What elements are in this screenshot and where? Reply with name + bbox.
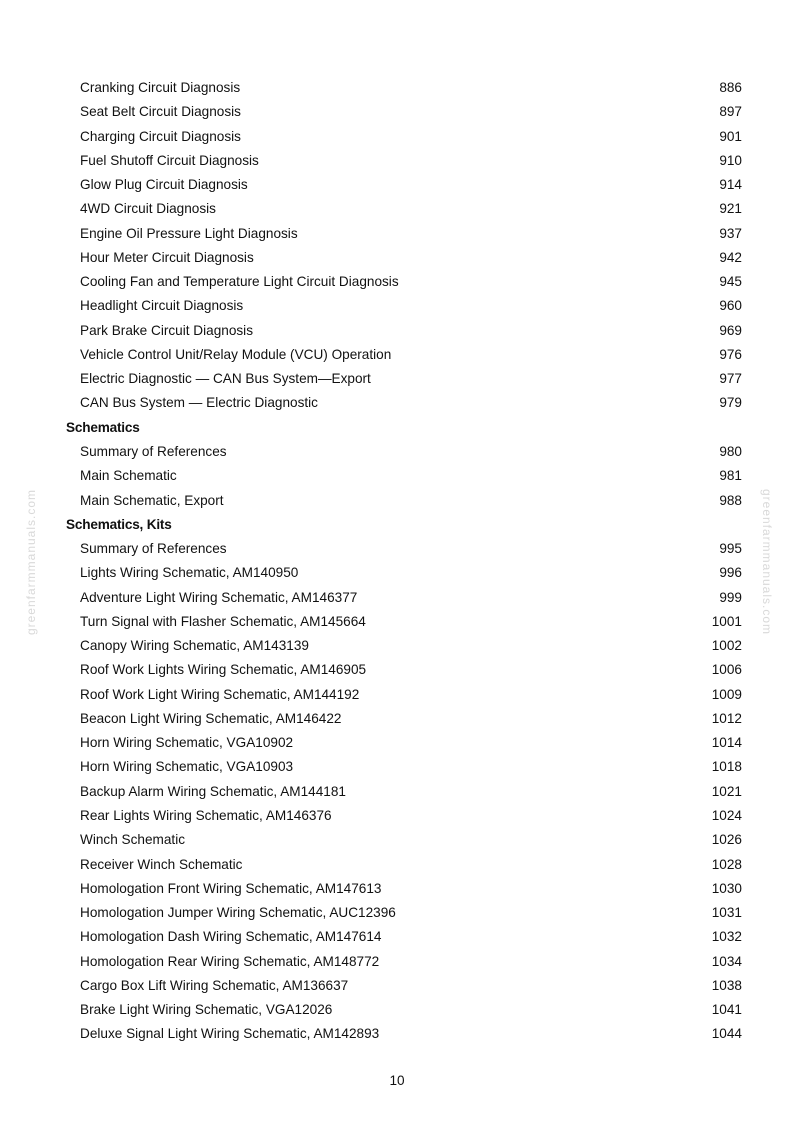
toc-entry-title: Receiver Winch Schematic (80, 856, 243, 872)
toc-entry-title: Roof Work Lights Wiring Schematic, AM146905 (80, 662, 367, 678)
toc-entry[interactable] (0, 343, 794, 367)
toc-entry-page: 1021 (711, 783, 742, 799)
toc-entry[interactable] (0, 149, 794, 173)
toc-entry-title: Electric Diagnostic — CAN Bus System—Export (80, 371, 371, 387)
toc-entry-title: Lights Wiring Schematic, AM140950 (80, 565, 299, 581)
toc-entry[interactable] (0, 950, 794, 974)
watermark-right: greenfarmmanuals.com (760, 488, 774, 636)
toc-entry-page: 942 (719, 249, 742, 265)
toc-entry-page: 988 (719, 492, 742, 508)
toc-entry-page: 1018 (711, 759, 742, 775)
toc-entry[interactable] (0, 197, 794, 221)
toc-entry[interactable] (0, 877, 794, 901)
toc-entry-title: Cooling Fan and Temperature Light Circuit Diagnosis (80, 274, 399, 290)
toc-entry-page: 969 (719, 322, 742, 338)
toc-entry-page: 945 (719, 274, 742, 290)
toc-entry-title: Main Schematic (80, 468, 177, 484)
toc-entry-title: Brake Light Wiring Schematic, VGA12026 (80, 1002, 333, 1018)
toc-entry-title: Summary of References (80, 541, 227, 557)
toc-entry-title: Engine Oil Pressure Light Diagnosis (80, 225, 298, 241)
toc-entry[interactable] (0, 1022, 794, 1046)
toc-entry-page: 1031 (711, 905, 742, 921)
toc-entry-page: 1044 (711, 1026, 742, 1042)
toc-entry-page: 1014 (711, 735, 742, 751)
toc-entry[interactable] (0, 367, 794, 391)
toc-entry-page: 897 (719, 104, 742, 120)
toc-entry-page: 981 (719, 468, 742, 484)
toc-heading-title: Schematics, Kits (66, 516, 172, 532)
toc-entry[interactable] (0, 440, 794, 464)
toc-entry-title: Homologation Front Wiring Schematic, AM147613 (80, 880, 382, 896)
toc-entry-page: 979 (719, 395, 742, 411)
toc-section-heading (0, 416, 794, 440)
toc-entry[interactable] (0, 464, 794, 488)
toc-entry-page: 1024 (711, 807, 742, 823)
toc-entry[interactable] (0, 100, 794, 124)
toc-entry-page: 980 (719, 443, 742, 459)
toc-entry-page: 937 (719, 225, 742, 241)
toc-entry-page: 1012 (711, 710, 742, 726)
toc-entry[interactable] (0, 173, 794, 197)
toc-entry-page: 999 (719, 589, 742, 605)
toc-entry-page: 1009 (711, 686, 742, 702)
toc-entry[interactable] (0, 804, 794, 828)
toc-entry-page: 1030 (711, 880, 742, 896)
toc-entry-title: 4WD Circuit Diagnosis (80, 201, 216, 217)
toc-entry-title: Horn Wiring Schematic, VGA10903 (80, 759, 294, 775)
toc-entry[interactable] (0, 586, 794, 610)
toc-entry[interactable] (0, 634, 794, 658)
toc-entry[interactable] (0, 683, 794, 707)
toc-entry-page: 996 (719, 565, 742, 581)
toc-entry[interactable] (0, 610, 794, 634)
toc-entry-title: Summary of References (80, 443, 227, 459)
toc-entry-title: Hour Meter Circuit Diagnosis (80, 249, 254, 265)
toc-entry-page: 977 (719, 371, 742, 387)
toc-entry[interactable] (0, 76, 794, 100)
toc-entry-page: 1006 (711, 662, 742, 678)
toc-entry-title: Cargo Box Lift Wiring Schematic, AM136637 (80, 977, 349, 993)
toc-entry[interactable] (0, 222, 794, 246)
toc-entry-page: 1038 (711, 977, 742, 993)
toc-entry[interactable] (0, 998, 794, 1022)
watermark-left: greenfarmmanuals.com (24, 488, 38, 636)
toc-entry-title: Seat Belt Circuit Diagnosis (80, 104, 241, 120)
toc-entry-page: 1028 (711, 856, 742, 872)
toc-entry-page: 910 (719, 152, 742, 168)
toc-entry[interactable] (0, 294, 794, 318)
toc-entry-title: Adventure Light Wiring Schematic, AM146377 (80, 589, 358, 605)
toc-heading-title: Schematics (66, 419, 140, 435)
toc-section-heading (0, 513, 794, 537)
toc-entry-title: Winch Schematic (80, 832, 186, 848)
toc-entry-page: 886 (719, 80, 742, 95)
toc-entry-title: Vehicle Control Unit/Relay Module (VCU) Operation (80, 346, 392, 362)
toc-entry[interactable] (0, 319, 794, 343)
toc-entry-page: 901 (719, 128, 742, 144)
toc-entry-page: 921 (719, 201, 742, 217)
toc-entry-title: Roof Work Light Wiring Schematic, AM144192 (80, 686, 360, 702)
toc-entry[interactable] (0, 707, 794, 731)
toc-entry-title: Beacon Light Wiring Schematic, AM146422 (80, 710, 342, 726)
toc-entry[interactable] (0, 125, 794, 149)
toc-entry-title: Horn Wiring Schematic, VGA10902 (80, 735, 294, 751)
toc-entry[interactable] (0, 391, 794, 415)
toc-entry[interactable] (0, 925, 794, 949)
toc-entry-page: 1001 (711, 613, 742, 629)
toc-entry-page: 960 (719, 298, 742, 314)
toc-entry-page: 1034 (711, 953, 742, 969)
toc-entry[interactable] (0, 974, 794, 998)
toc-entry[interactable] (0, 561, 794, 585)
toc-entry[interactable] (0, 780, 794, 804)
toc-entry-title: Park Brake Circuit Diagnosis (80, 322, 254, 338)
toc-entry[interactable] (0, 537, 794, 561)
toc-entry-title: Backup Alarm Wiring Schematic, AM144181 (80, 783, 346, 799)
toc-entry-page: 1032 (711, 929, 742, 945)
toc-entry-title: Canopy Wiring Schematic, AM143139 (80, 638, 309, 654)
toc-entry[interactable] (0, 489, 794, 513)
toc-entry[interactable] (0, 853, 794, 877)
toc-entry-page: 1002 (711, 638, 742, 654)
toc-entry[interactable] (0, 901, 794, 925)
toc-entry-title: Homologation Dash Wiring Schematic, AM147614 (80, 929, 382, 945)
toc-entry[interactable] (0, 270, 794, 294)
toc-entry[interactable] (0, 731, 794, 755)
toc-entry-title: Rear Lights Wiring Schematic, AM146376 (80, 807, 332, 823)
toc-entry-title: Homologation Rear Wiring Schematic, AM148772 (80, 953, 380, 969)
toc-entry-title: CAN Bus System — Electric Diagnostic (80, 395, 318, 411)
toc-entry-page: 1026 (711, 832, 742, 848)
toc-entry-page: 976 (719, 346, 742, 362)
toc-entry-page: 914 (719, 177, 742, 193)
toc-entry-title: Main Schematic, Export (80, 492, 224, 508)
toc-entry-title: Charging Circuit Diagnosis (80, 128, 241, 144)
page-number: 10 (389, 1073, 405, 1088)
toc-entry-title: Headlight Circuit Diagnosis (80, 298, 244, 314)
toc-entry-page: 995 (719, 541, 742, 557)
toc-entry[interactable] (0, 658, 794, 682)
toc-entry-title: Homologation Jumper Wiring Schematic, AUC12396 (80, 905, 396, 921)
toc-entry-title: Glow Plug Circuit Diagnosis (80, 177, 248, 193)
toc-entry-title: Turn Signal with Flasher Schematic, AM145664 (80, 613, 366, 629)
toc-entry-title: Deluxe Signal Light Wiring Schematic, AM142893 (80, 1026, 380, 1042)
toc-entry[interactable] (0, 828, 794, 852)
toc-entry-title: Fuel Shutoff Circuit Diagnosis (80, 152, 259, 168)
toc-entry[interactable] (0, 755, 794, 779)
toc-entry[interactable] (0, 246, 794, 270)
toc-entry-page: 1041 (711, 1002, 742, 1018)
toc-entry-title: Cranking Circuit Diagnosis (80, 80, 241, 95)
table-of-contents (0, 76, 794, 1047)
